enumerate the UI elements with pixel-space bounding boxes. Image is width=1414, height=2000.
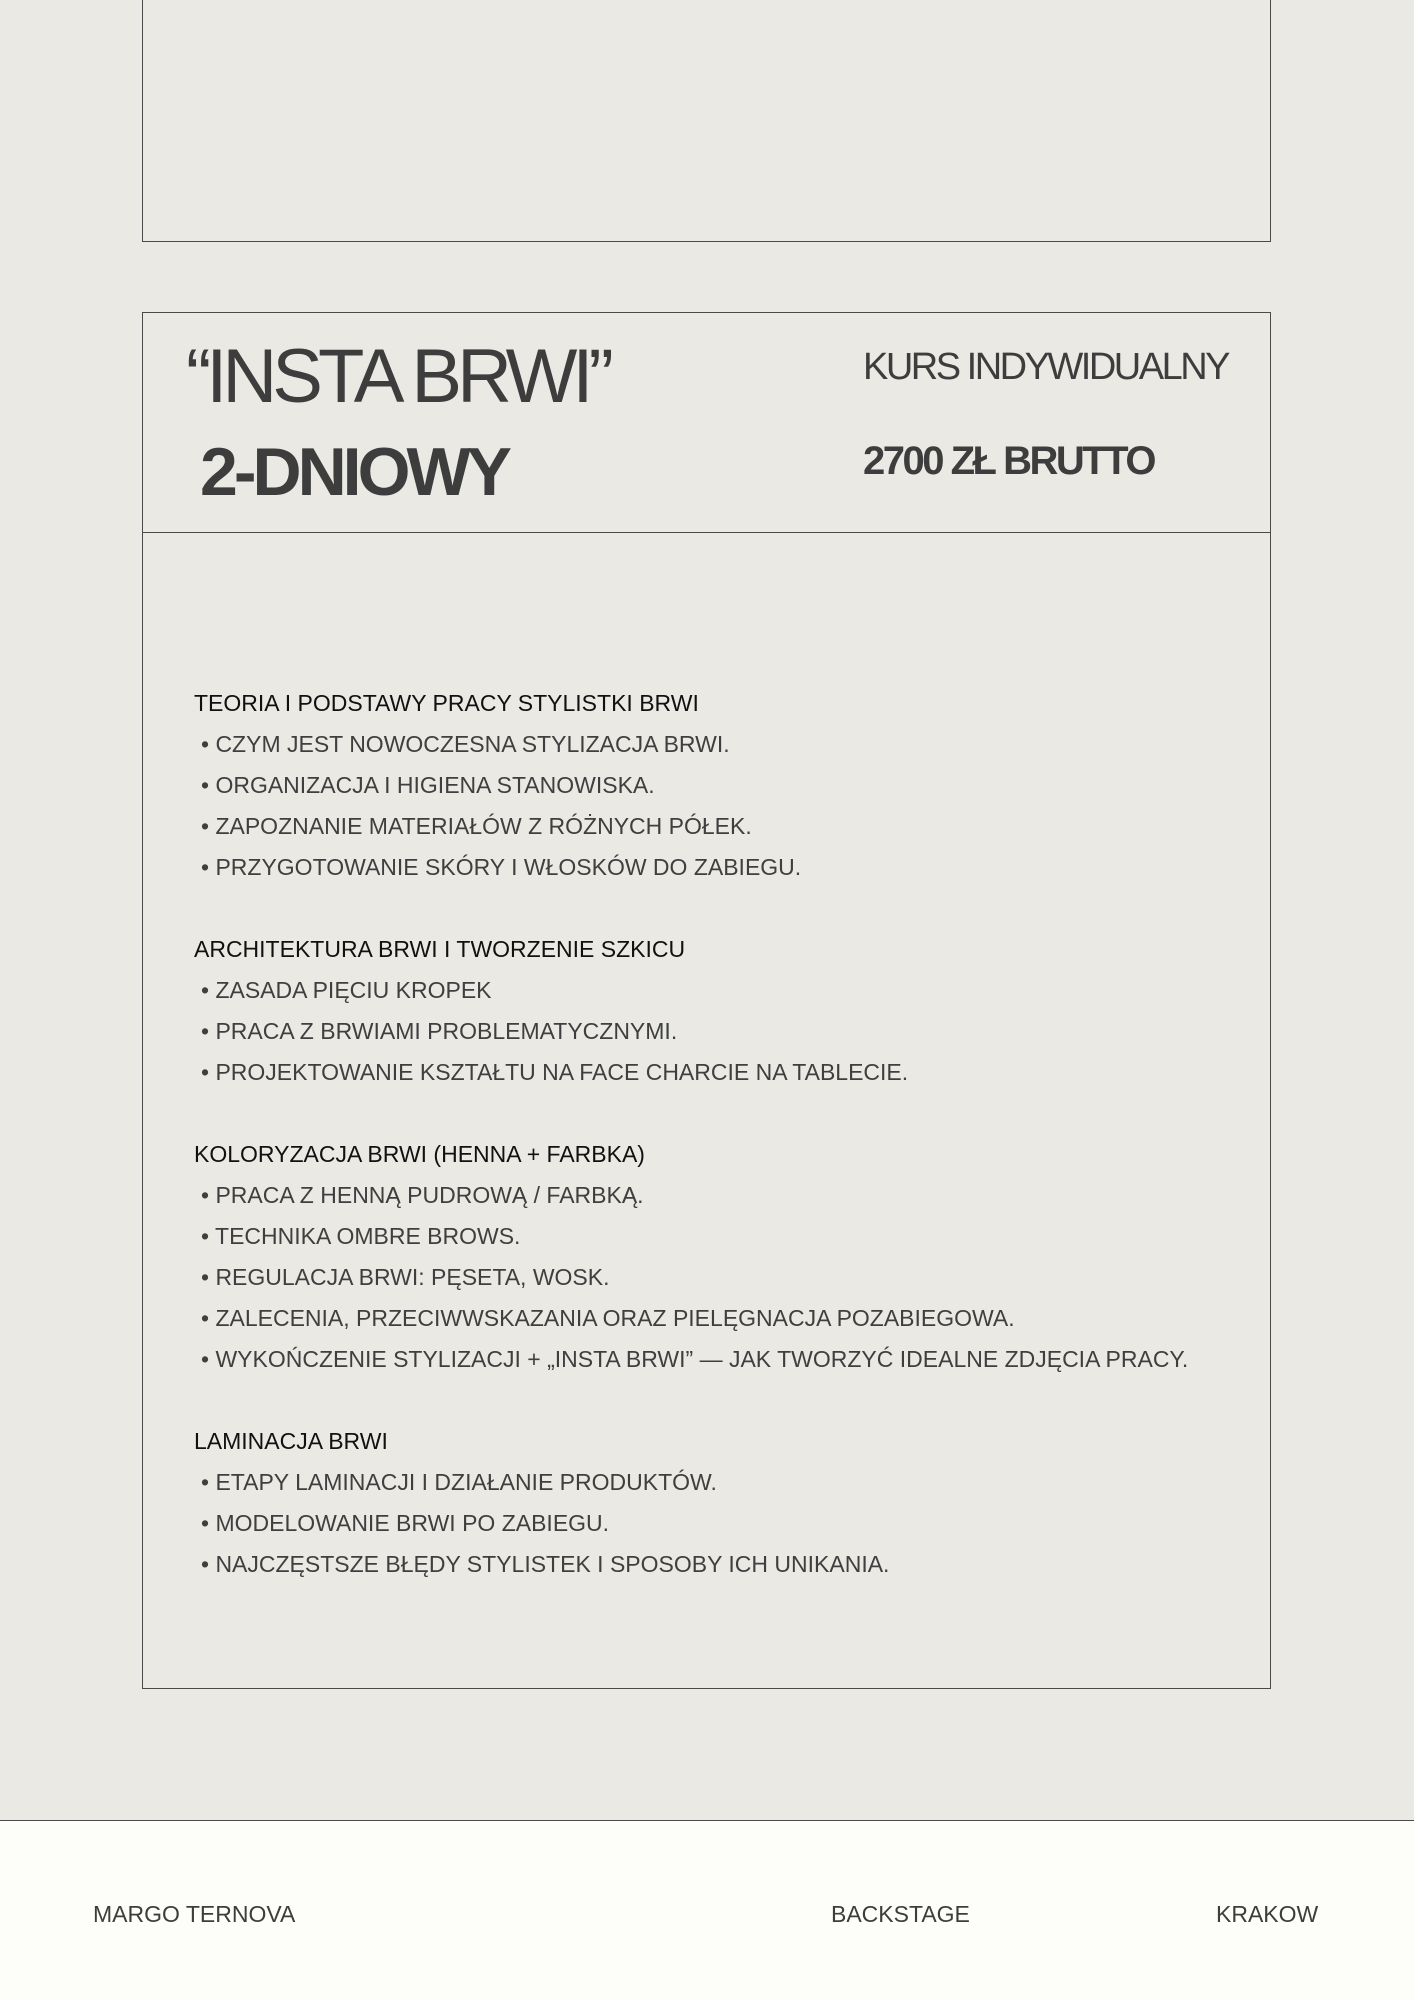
module-title: KOLORYZACJA BRWI (HENNA + FARBKA)	[194, 1141, 645, 1167]
course-duration: 2-DNIOWY	[200, 434, 508, 510]
module-item: • PROJEKTOWANIE KSZTAŁTU NA FACE CHARCIE NA TABLECIE.	[201, 1059, 909, 1085]
module-architecture	[194, 929, 1250, 1093]
module-item: • ETAPY LAMINACJI I DZIAŁANIE PRODUKTÓW.	[201, 1469, 717, 1495]
footer	[0, 1820, 1414, 2000]
course-header	[143, 313, 1270, 533]
top-frame	[142, 0, 1271, 242]
module-item: • PRZYGOTOWANIE SKÓRY I WŁOSKÓW DO ZABIEGU.	[201, 854, 802, 880]
module-item: • ORGANIZACJA I HIGIENA STANOWISKA.	[201, 772, 655, 798]
course-type: KURS INDYWIDUALNY	[863, 346, 1228, 388]
course-price: 2700 ZŁ BRUTTO	[863, 439, 1154, 483]
module-title: LAMINACJA BRWI	[194, 1428, 388, 1454]
course-card	[142, 312, 1271, 1689]
module-item: • MODELOWANIE BRWI PO ZABIEGU.	[201, 1510, 610, 1536]
module-item: • WYKOŃCZENIE STYLIZACJI + „INSTA BRWI” — JAK TWORZYĆ IDEALNE ZDJĘCIA PRACY.	[201, 1346, 1189, 1372]
module-title: ARCHITEKTURA BRWI I TWORZENIE SZKICU	[194, 936, 686, 962]
module-item: • ZASADA PIĘCIU KROPEK	[201, 977, 492, 1003]
module-title: TEORIA I PODSTAWY PRACY STYLISTKI BRWI	[194, 690, 699, 716]
module-theory	[194, 683, 1250, 888]
curriculum	[194, 683, 1250, 1626]
module-item: • PRACA Z HENNĄ PUDROWĄ / FARBKĄ.	[201, 1182, 644, 1208]
course-title: “INSTA BRWI”	[186, 334, 609, 419]
footer-city: KRAKOW	[1216, 1901, 1319, 1927]
footer-author-name: MARGO TERNOVA	[93, 1901, 296, 1927]
module-item: • REGULACJA BRWI: PĘSETA, WOSK.	[201, 1264, 610, 1290]
module-item: • CZYM JEST NOWOCZESNA STYLIZACJA BRWI.	[201, 731, 730, 757]
module-coloring	[194, 1134, 1250, 1380]
module-item: • TECHNIKA OMBRE BROWS.	[201, 1223, 521, 1249]
module-item: • ZAPOZNANIE MATERIAŁÓW Z RÓŻNYCH PÓŁEK.	[201, 813, 752, 839]
module-item: • PRACA Z BRWIAMI PROBLEMATYCZNYMI.	[201, 1018, 678, 1044]
module-item: • ZALECENIA, PRZECIWWSKAZANIA ORAZ PIELĘGNACJA POZABIEGOWA.	[201, 1305, 1015, 1331]
footer-studio-name: BACKSTAGE	[831, 1901, 970, 1927]
module-lamination	[194, 1421, 1250, 1585]
module-item: • NAJCZĘSTSZE BŁĘDY STYLISTEK I SPOSOBY ICH UNIKANIA.	[201, 1551, 890, 1577]
